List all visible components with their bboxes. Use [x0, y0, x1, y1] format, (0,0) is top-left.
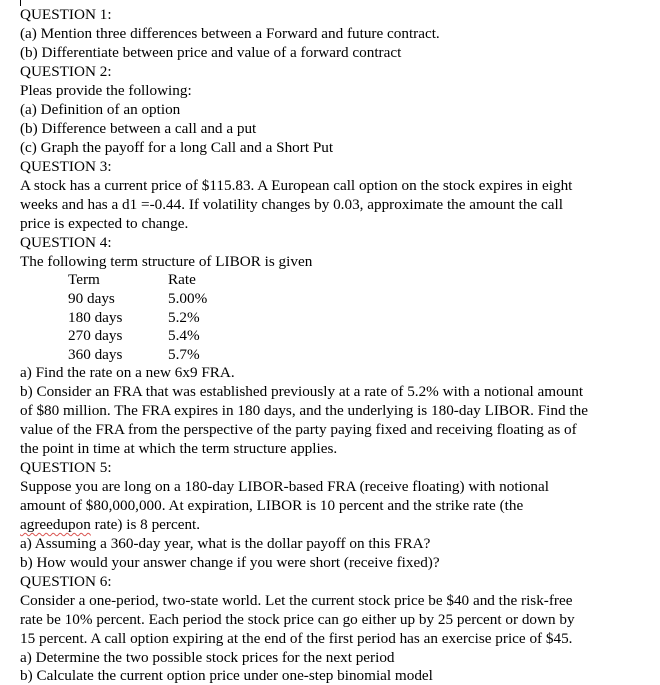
question-6-text-line: Consider a one-period, two-state world. Let the current stock price be $40 and the risk-free [20, 592, 573, 609]
table-cell-term: 180 days [68, 309, 123, 326]
table-row [0, 289, 660, 308]
table-header-term: Term [68, 271, 100, 288]
question-5-text-line: Suppose you are long on a 180-day LIBOR-based FRA (receive floating) with notional [20, 478, 549, 495]
question-5-text-line [20, 515, 646, 534]
question-1-part-a: (a) Mention three differences between a Forward and future contract. [20, 25, 440, 42]
question-3-heading: QUESTION 3: [20, 158, 112, 175]
question-6-part-b: b) Calculate the current option price under one-step binomial model [20, 667, 433, 684]
libor-table-header [0, 270, 660, 289]
table-row [0, 345, 660, 364]
question-4-intro: The following term structure of LIBOR is given [20, 253, 313, 270]
question-3-text-line: weeks and has a d1 =-0.44. If volatility changes by 0.03, approximate the amount the call [20, 196, 563, 213]
spellcheck-flagged-word[interactable]: agreedupon [20, 516, 91, 533]
table-row [0, 308, 660, 327]
question-2-intro: Pleas provide the following: [20, 82, 192, 99]
question-2-part-a: (a) Definition of an option [20, 101, 181, 118]
table-header-rate: Rate [168, 271, 196, 288]
table-cell-rate: 5.2% [168, 309, 200, 326]
question-5-text-line: amount of $80,000,000. At expiration, LIBOR is 10 percent and the strike rate (the [20, 497, 524, 514]
table-row [0, 326, 660, 345]
question-5-heading: QUESTION 5: [20, 459, 112, 476]
table-cell-rate: 5.4% [168, 327, 200, 344]
question-1-part-b: (b) Differentiate between price and value of a forward contract [20, 44, 402, 61]
question-3-text-line: price is expected to change. [20, 215, 189, 232]
question-5-part-b: b) How would your answer change if you were short (receive fixed)? [20, 554, 440, 571]
question-4-part-a: a) Find the rate on a new 6x9 FRA. [20, 364, 235, 381]
question-6-text-line: 15 percent. A call option expiring at the end of the first period has an exercise price of $45. [20, 630, 573, 647]
table-cell-rate: 5.7% [168, 346, 200, 363]
table-cell-term: 270 days [68, 327, 123, 344]
question-6-text-line: rate be 10% percent. Each period the stock price can go either up by 25 percent or down by [20, 611, 575, 628]
question-1-heading: QUESTION 1: [20, 6, 112, 23]
table-cell-term: 90 days [68, 290, 115, 307]
table-cell-rate: 5.00% [168, 290, 208, 307]
question-4-part-b-line: value of the FRA from the perspective of the party paying fixed and receiving floating as of [20, 421, 577, 438]
question-5-part-a: a) Assuming a 360-day year, what is the dollar payoff on this FRA? [20, 535, 431, 552]
question-6-heading: QUESTION 6: [20, 573, 112, 590]
question-2-part-b: (b) Difference between a call and a put [20, 120, 257, 137]
question-4-part-b-line: of $80 million. The FRA expires in 180 days, and the underlying is 180-day LIBOR. Find the [20, 402, 588, 419]
question-4-part-b-line: the point in time at which the term structure applies. [20, 440, 338, 457]
question-4-heading: QUESTION 4: [20, 234, 112, 251]
question-2-heading: QUESTION 2: [20, 63, 112, 80]
question-6-part-a: a) Determine the two possible stock prices for the next period [20, 649, 395, 666]
question-5-line-rest: rate) is 8 percent. [90, 516, 201, 533]
question-2-part-c: (c) Graph the payoff for a long Call and a Short Put [20, 139, 334, 156]
question-4-part-b-line: b) Consider an FRA that was established previously at a rate of 5.2% with a notional amount [20, 383, 584, 400]
table-cell-term: 360 days [68, 346, 123, 363]
question-3-text-line: A stock has a current price of $115.83. A European call option on the stock expires in eight [20, 177, 573, 194]
